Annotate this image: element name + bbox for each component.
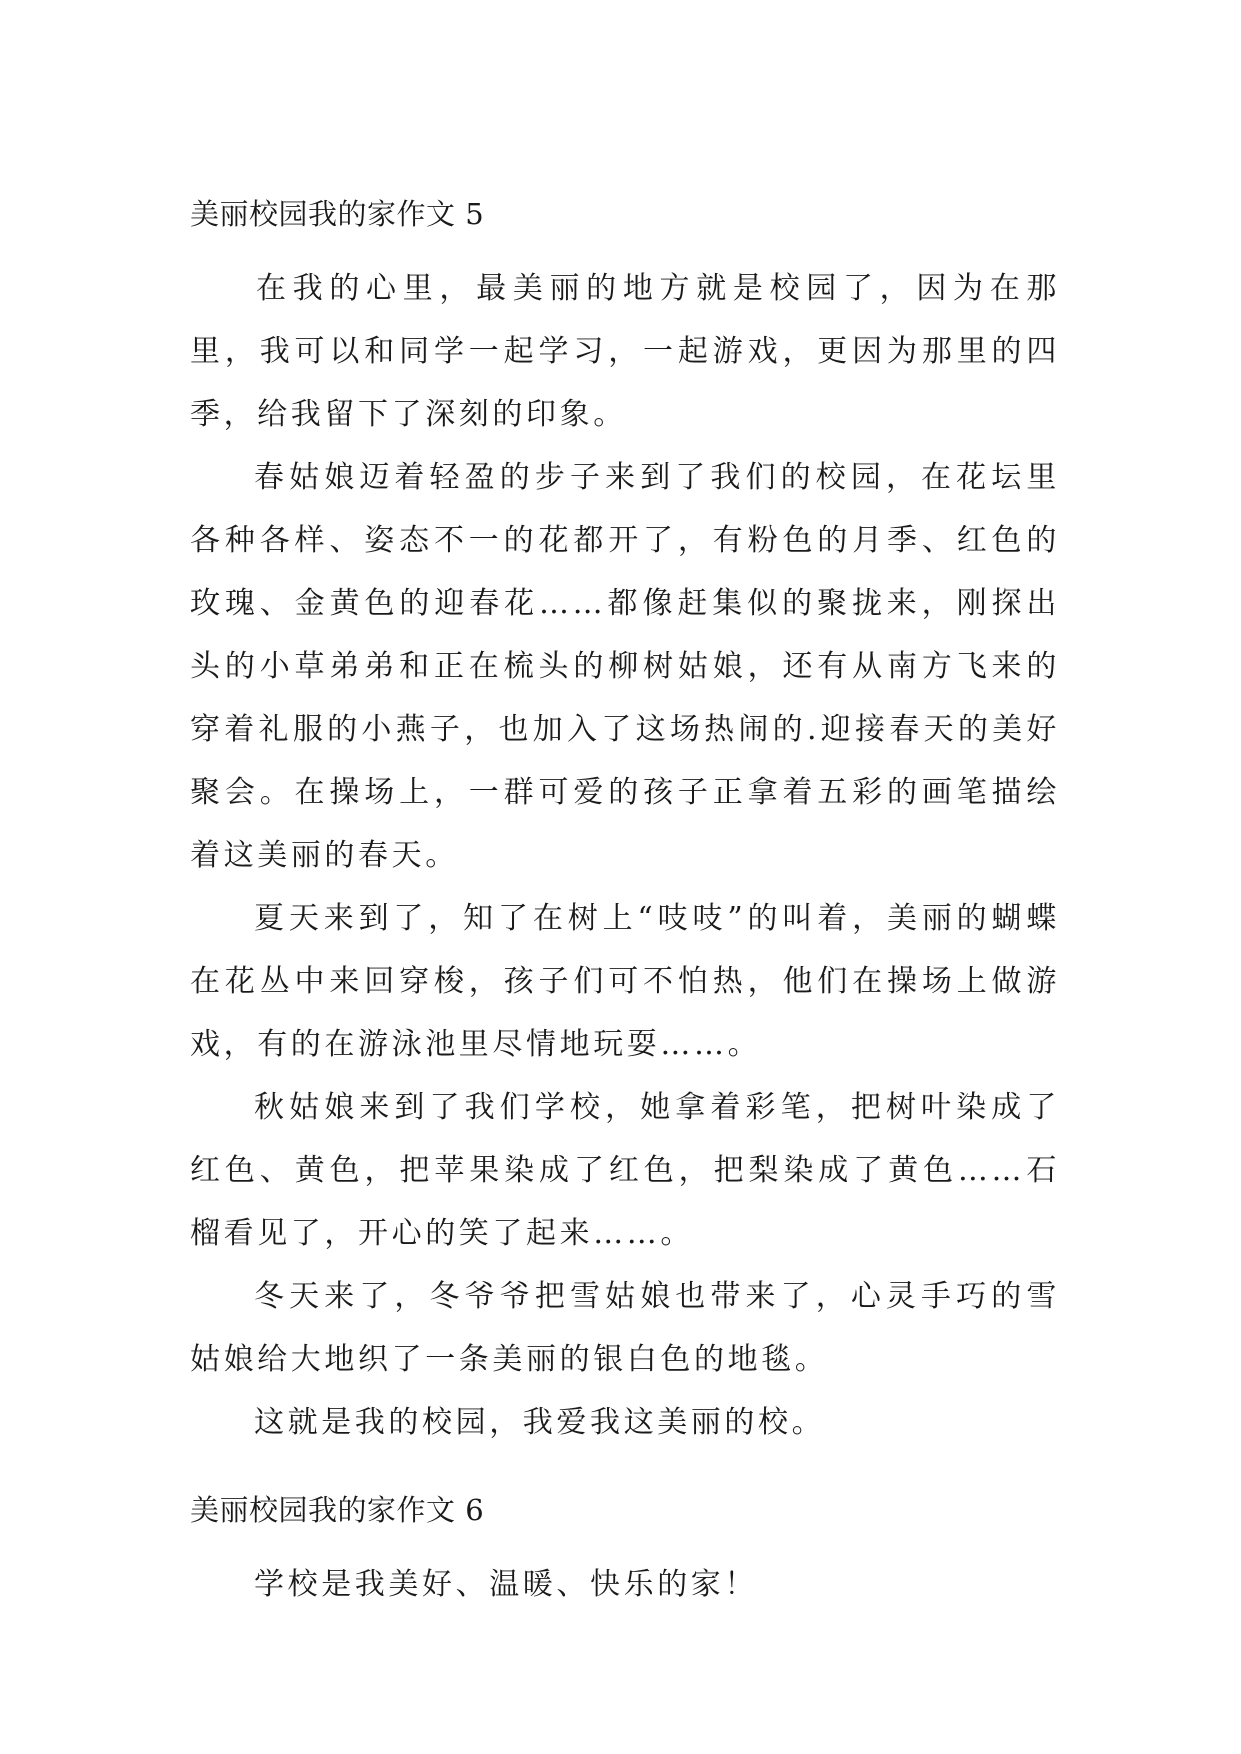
paragraph: 在我的心里，最美丽的地方就是校园了，因为在那里，我可以和同学一起学习，一起游戏，更因为那里的四季，给我留下了深刻的印象。 <box>190 271 1060 432</box>
paragraph: 冬天来了，冬爷爷把雪姑娘也带来了，心灵手巧的雪姑娘给大地织了一条美丽的银白色的地毯。 <box>190 1279 1060 1377</box>
paragraph: 学校是我美好、温暖、快乐的家！ <box>254 1567 758 1602</box>
section-gap <box>190 1454 1060 1490</box>
paragraph: 秋姑娘来到了我们学校，她拿着彩笔，把树叶染成了红色、黄色，把苹果染成了红色，把梨染成了黄色……石榴看见了，开心的笑了起来……。 <box>190 1090 1060 1251</box>
paragraph: 春姑娘迈着轻盈的步子来到了我们的校园，在花坛里各种各样、姿态不一的花都开了，有粉色的月季、红色的玫瑰、金黄色的迎春花……都像赶集似的聚拢来，刚探出头的小草弟弟和正在梳头的柳树姑娘，还有从南方飞来的穿着礼服的小燕子，也加入了这场热闹的.迎接春天的美好聚会。在操场上，一群可爱的孩子正拿着五彩的画笔描绘着这美丽的春天。 <box>190 460 1060 873</box>
essay-section-6 <box>190 1490 1060 1616</box>
essay-title: 美丽校园我的家作文 6 <box>190 1493 485 1527</box>
essay-title: 美丽校园我的家作文 5 <box>190 197 485 231</box>
paragraph: 这就是我的校园，我爱我这美丽的校。 <box>254 1405 826 1440</box>
document-content <box>190 194 1060 1616</box>
essay-section-5 <box>190 194 1060 1454</box>
paragraph: 夏天来到了，知了在树上“吱吱”的叫着，美丽的蝴蝶在花丛中来回穿梭，孩子们可不怕热，他们在操场上做游戏，有的在游泳池里尽情地玩耍……。 <box>190 901 1060 1062</box>
